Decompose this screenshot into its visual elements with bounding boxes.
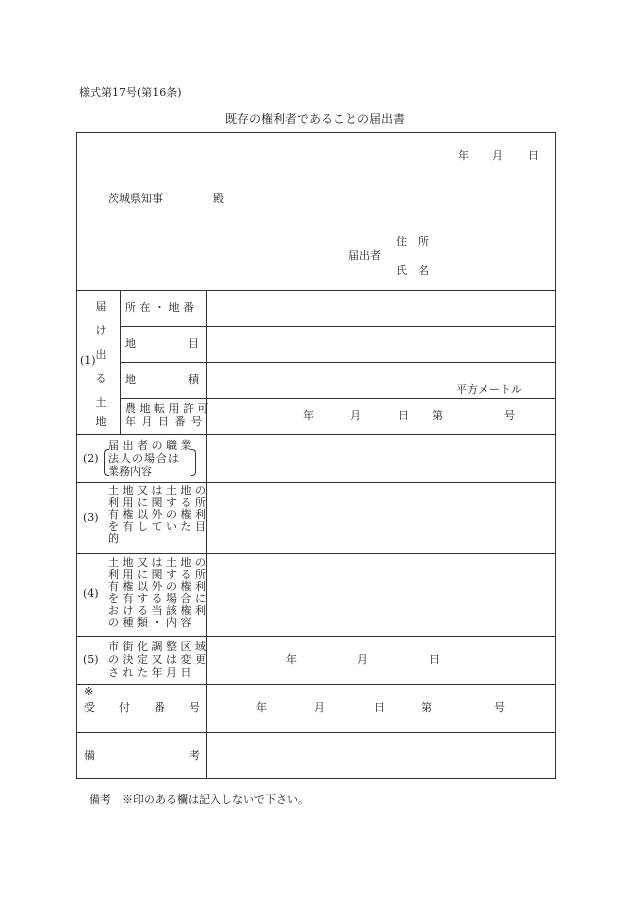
section3-line: 的 [108, 532, 123, 545]
vertical-char: け [95, 324, 107, 337]
area-left: 地 [125, 373, 136, 386]
row-divider [77, 482, 555, 483]
remarks-right: 考 [189, 749, 200, 762]
vertical-char: 届 [95, 300, 107, 313]
form-reference: 様式第17号(第16条) [79, 86, 182, 99]
vertical-char: 土 [95, 396, 107, 409]
section3-line: 利用に関する所 [108, 496, 210, 509]
section5-line: の決定又は変更 [108, 653, 210, 666]
permit-month: 月 [350, 409, 361, 422]
section4-line: 土地又は土地の [108, 556, 210, 569]
section4-line: 有権以外の権利 [108, 580, 210, 593]
receipt-year: 年 [256, 701, 267, 714]
row-divider [77, 290, 555, 291]
receipt-no: 第 [421, 701, 432, 714]
section4-line: おける当該権利 [108, 604, 210, 617]
section5-number: (5) [83, 653, 99, 666]
date-year: 年 [458, 149, 469, 162]
column-divider [206, 290, 207, 778]
permit-day: 日 [398, 409, 409, 422]
land-category-right: 目 [188, 337, 199, 350]
section5-line: された年月日 [108, 666, 195, 679]
row-divider [77, 684, 555, 685]
section4-line: を有する場合に [108, 592, 210, 605]
remarks-label [84, 750, 200, 762]
receipt-day: 日 [374, 701, 385, 714]
section2-line3: 業務内容 [108, 465, 152, 478]
document-title: 既存の権利者であることの届出書 [224, 112, 405, 126]
section2-line1: 届出者の職業 [108, 439, 195, 452]
section2-number: (2) [83, 452, 99, 465]
date-month: 月 [492, 149, 503, 162]
section4-number: (4) [83, 587, 99, 600]
notifier-label: 届出者 [348, 249, 381, 262]
section4-line: の種類・内容 [108, 616, 195, 629]
receipt-char: 番 [154, 701, 165, 714]
row-divider [120, 326, 555, 327]
area-label [125, 374, 199, 386]
address-label: 住 所 [396, 235, 429, 248]
permit-no: 第 [432, 409, 443, 422]
section5-month: 月 [357, 653, 368, 666]
remarks-left: 備 [84, 749, 95, 762]
bracket-open [104, 449, 109, 476]
section5-year: 年 [286, 653, 297, 666]
permit-go: 号 [504, 409, 515, 422]
row-divider [77, 553, 555, 554]
row-divider [120, 362, 555, 363]
permit-label-line2: 年月日番号 [125, 415, 208, 428]
land-category-label [125, 338, 199, 350]
section3-number: (3) [83, 511, 99, 524]
receipt-go: 号 [494, 701, 505, 714]
vertical-char: る [95, 372, 107, 385]
honorific: 殿 [213, 192, 224, 205]
receipt-month: 月 [314, 701, 325, 714]
permit-label-line1: 農地転用許可 [125, 402, 212, 415]
name-label: 氏 名 [396, 264, 429, 277]
section5-day: 日 [429, 653, 440, 666]
section5-line: 市街化調整区域 [108, 640, 210, 653]
section1-number: (1) [80, 354, 96, 367]
receipt-char: 受 [84, 701, 95, 714]
section3-line: 土地又は土地の [108, 484, 210, 497]
receipt-mark: ※ [84, 685, 94, 698]
section4-line: 利用に関する所 [108, 568, 210, 581]
vertical-char: 出 [95, 348, 107, 361]
section2-line2: 法人の場合は [108, 452, 180, 465]
row-divider [120, 398, 555, 399]
column-divider [120, 290, 121, 434]
footnote: 備考 ※印のある欄は記入しないで下さい。 [89, 793, 309, 806]
area-unit: 平方メートル [456, 383, 522, 396]
permit-year: 年 [303, 409, 314, 422]
bracket-close [191, 449, 196, 476]
land-category-left: 地 [125, 337, 136, 350]
vertical-char: 地 [95, 415, 107, 428]
row-divider [77, 732, 555, 733]
row-divider [77, 636, 555, 637]
date-day: 日 [528, 149, 539, 162]
row-divider [77, 434, 555, 435]
receipt-char: 付 [119, 701, 130, 714]
receipt-char: 号 [189, 701, 200, 714]
receipt-label [84, 702, 200, 714]
area-right: 積 [188, 373, 199, 386]
location-label: 所在・地番 [125, 301, 198, 314]
section3-line: を有していた目 [108, 520, 210, 533]
addressee: 茨城県知事 [108, 192, 163, 205]
section3-line: 有権以外の権利 [108, 508, 210, 521]
form-frame [76, 132, 556, 779]
